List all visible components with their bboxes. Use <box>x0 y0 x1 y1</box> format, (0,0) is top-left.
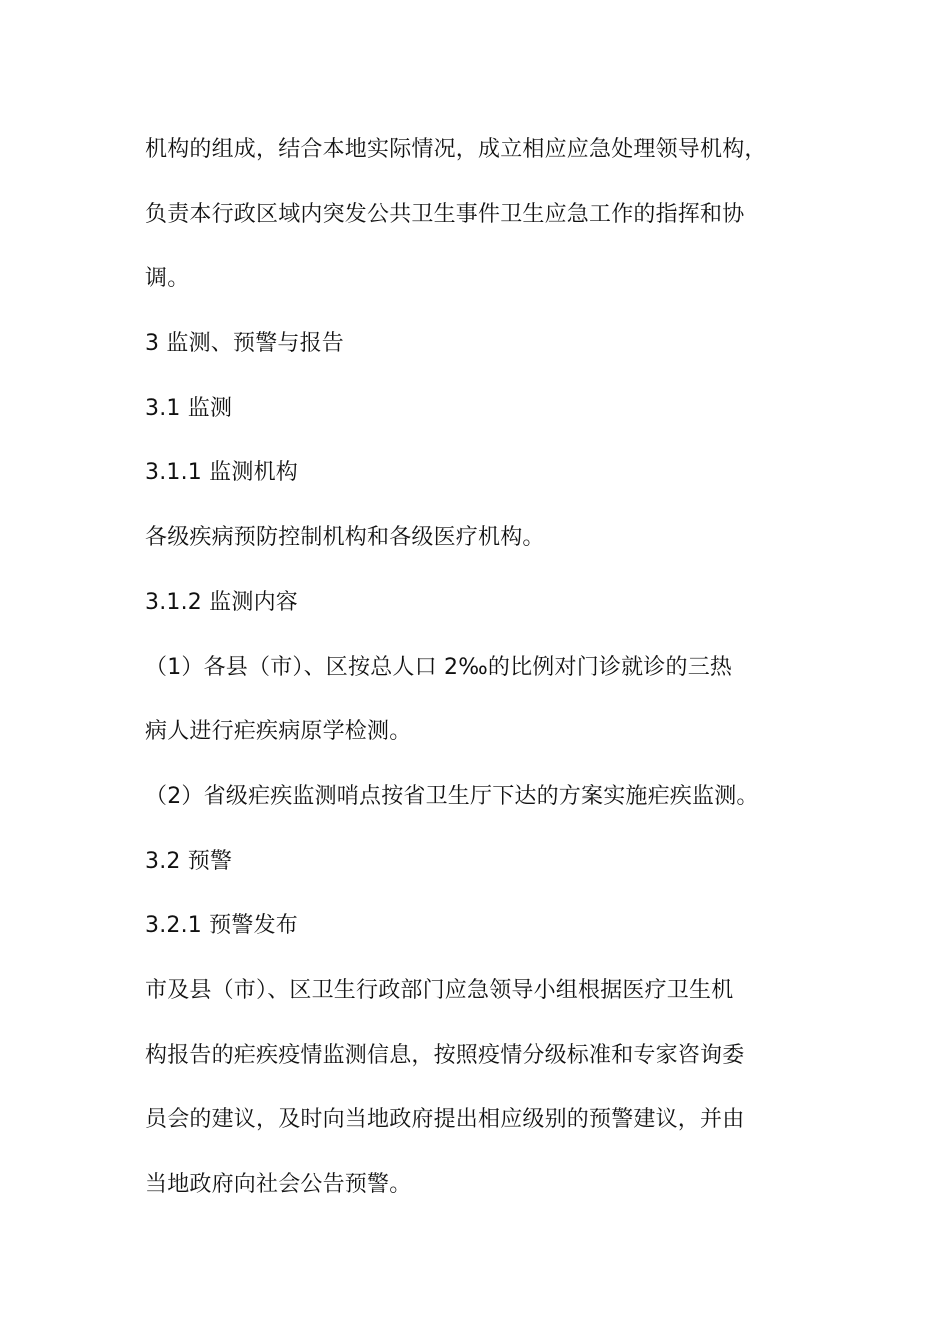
subsubsection-heading: 3.1.2 监测内容 <box>145 590 298 615</box>
section-heading: 3 监测、预警与报告 <box>145 331 344 356</box>
paragraph-line: 机构的组成，结合本地实际情况，成立相应应急处理领导机构， <box>145 137 767 162</box>
list-item-line: （2）省级疟疾监测哨点按省卫生厅下达的方案实施疟疾监测。 <box>145 784 759 809</box>
subsubsection-heading: 3.2.1 预警发布 <box>145 913 298 938</box>
subsection-heading: 3.1 监测 <box>145 396 233 421</box>
paragraph-line: 负责本行政区域内突发公共卫生事件卫生应急工作的指挥和协 <box>145 202 745 227</box>
list-item-line: （1）各县（市）、区按总人口 2‰的比例对门诊就诊的三热 <box>145 655 733 680</box>
list-item-line: 病人进行疟疾病原学检测。 <box>145 719 412 744</box>
paragraph-line: 当地政府向社会公告预警。 <box>145 1172 412 1197</box>
paragraph-line: 员会的建议，及时向当地政府提出相应级别的预警建议，并由 <box>145 1107 745 1132</box>
paragraph-line: 调。 <box>145 266 190 291</box>
paragraph-line: 市及县（市）、区卫生行政部门应急领导小组根据医疗卫生机 <box>145 978 734 1003</box>
paragraph-line: 各级疾病预防控制机构和各级医疗机构。 <box>145 525 545 550</box>
subsubsection-heading: 3.1.1 监测机构 <box>145 460 298 485</box>
paragraph-line: 构报告的疟疾疫情监测信息，按照疫情分级标准和专家咨询委 <box>145 1043 745 1068</box>
subsection-heading: 3.2 预警 <box>145 849 233 874</box>
